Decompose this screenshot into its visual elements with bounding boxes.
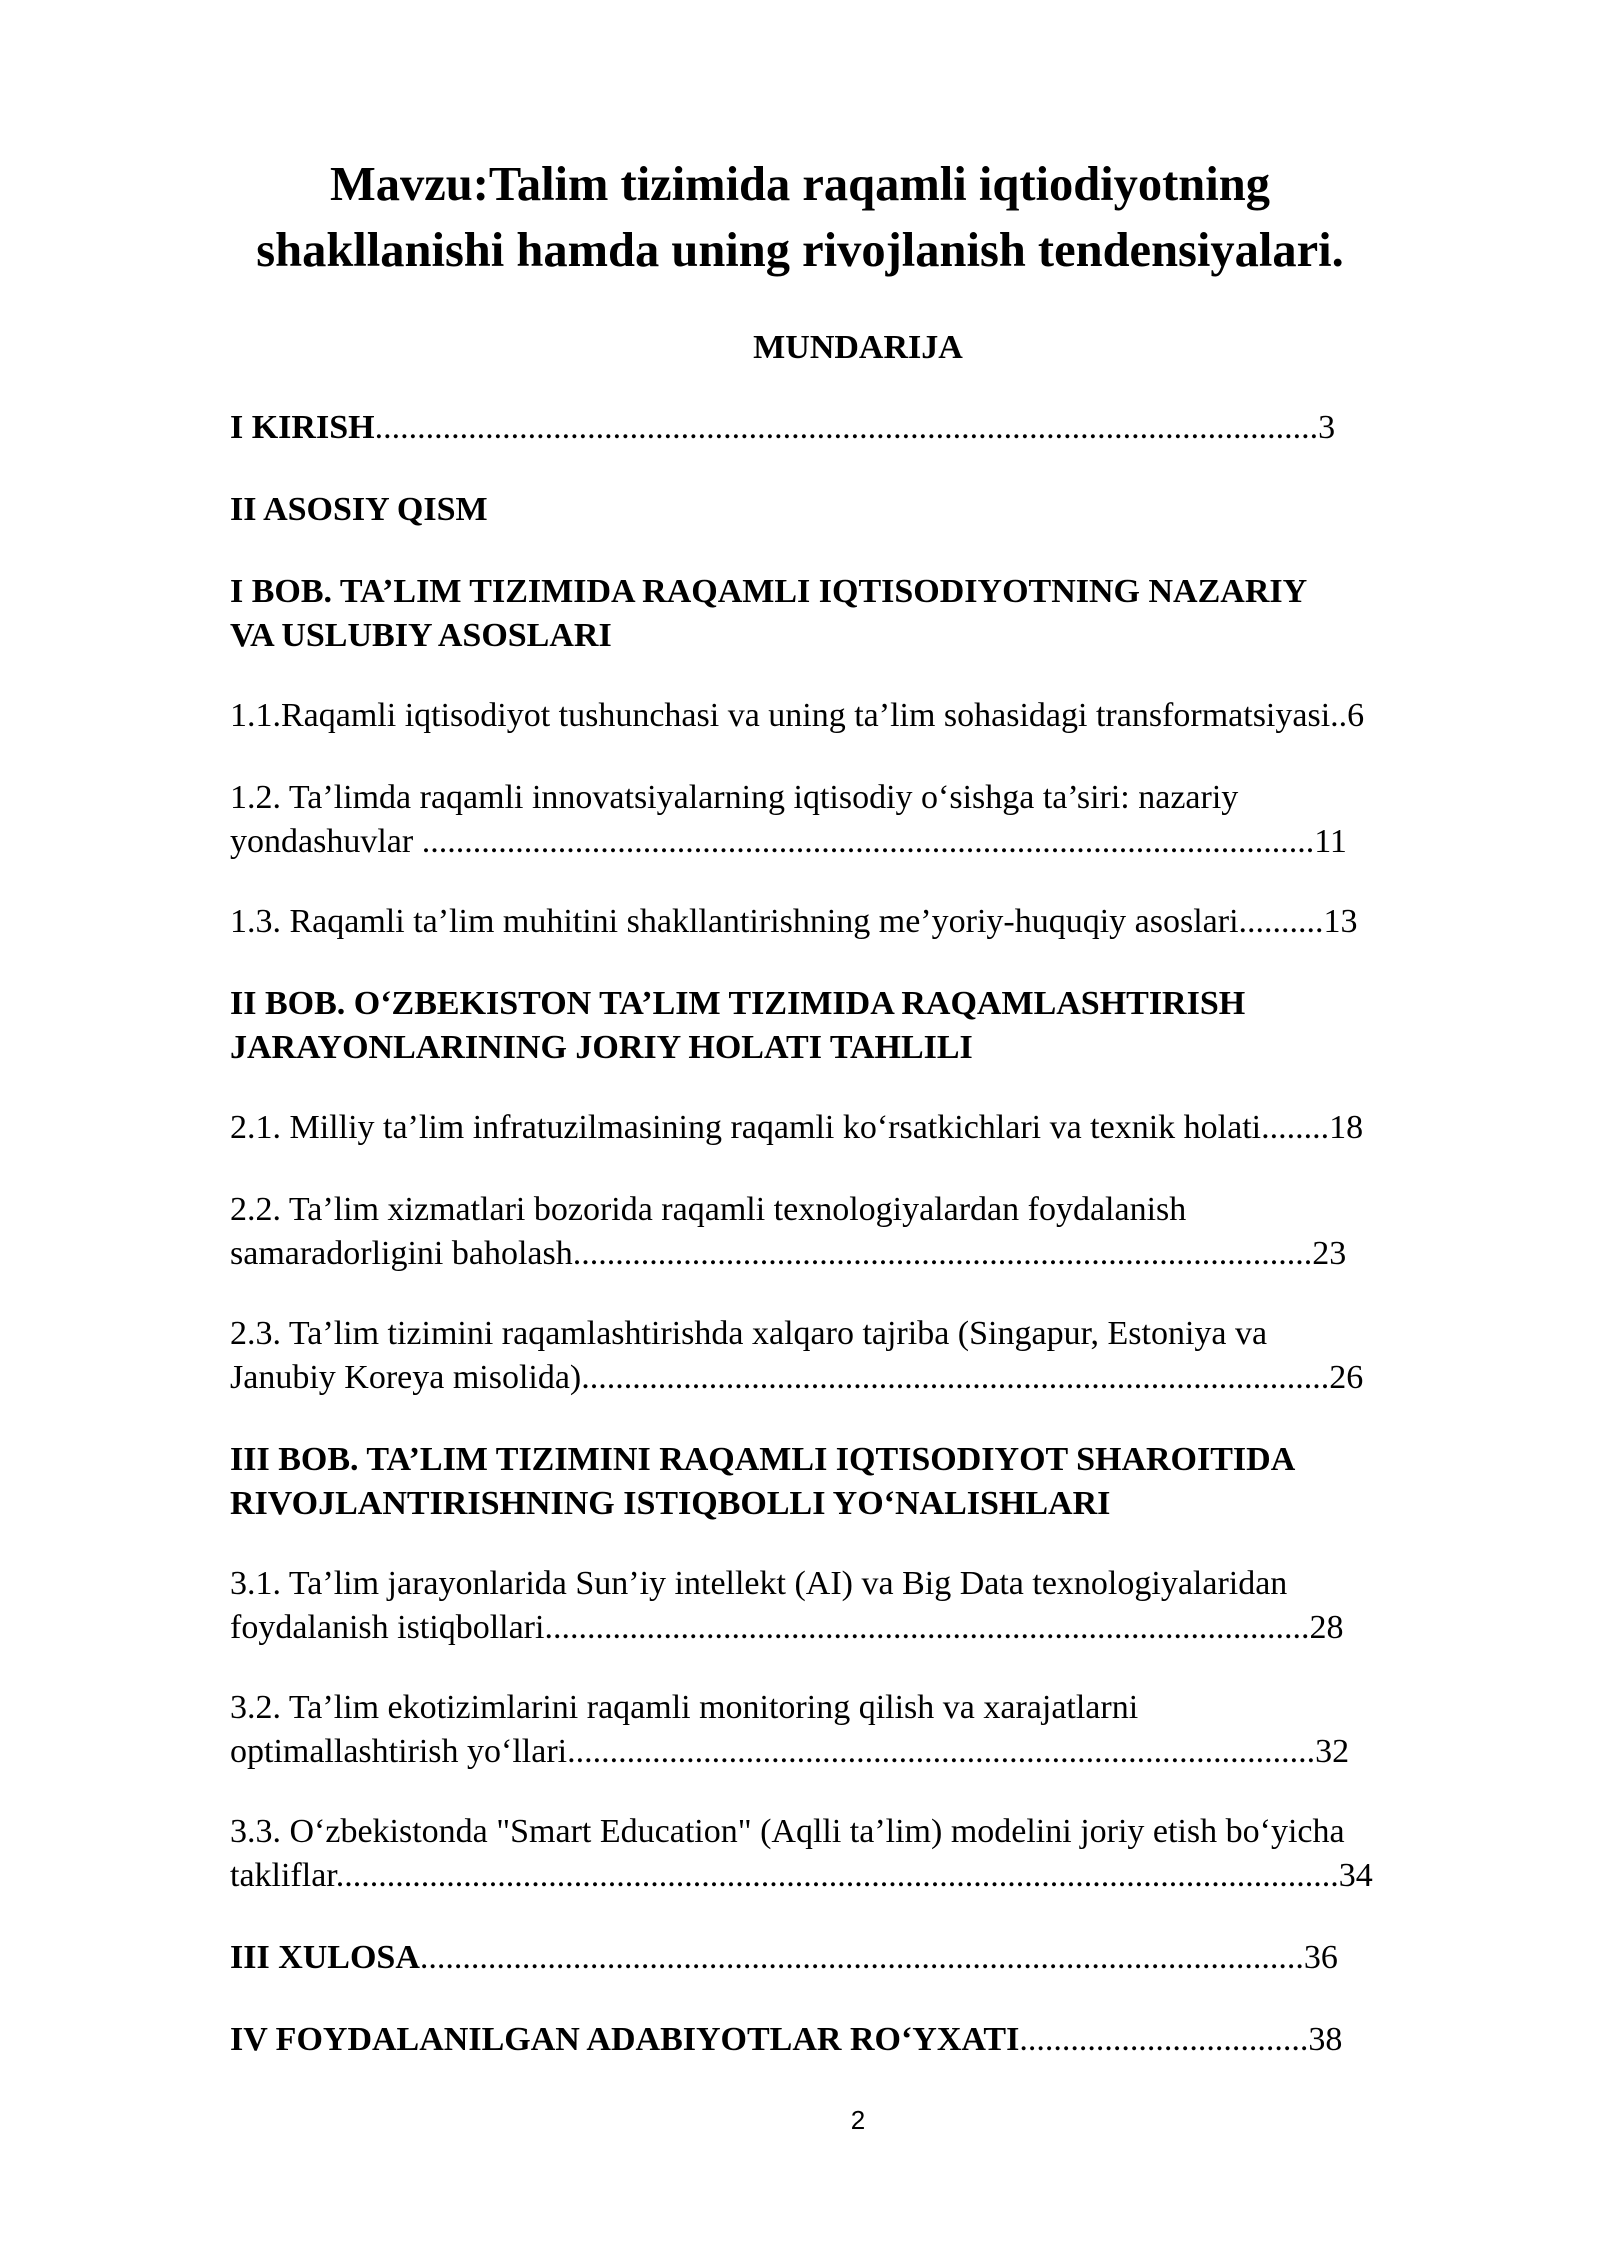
toc-entry-text: 2.2. Ta’lim xizmatlari bozorida raqamli texnologiyalardan foydalanish [230,1191,1187,1228]
toc-entry-text: 2.1. Milliy ta’lim infratuzilmasining raqamli ko‘rsatkichlari va texnik holati [230,1109,1262,1146]
title-line-2: shakllanishi hamda uning rivojlanish tendensiyalari. [256,224,1344,277]
toc-entry-text: III BOB. TA’LIM TIZIMINI RAQAMLI IQTISODIYOT SHAROITIDA [230,1441,1296,1478]
toc-entry-text: foydalanish istiqbollari [230,1609,545,1646]
toc-entry-text: samaradorligini baholash [230,1235,573,1272]
toc-chapter-1-line-1 [230,570,1307,614]
toc-entry-2-3-line-2 [230,1356,1363,1400]
toc-page-number: 18 [1329,1109,1364,1146]
toc-leader-dots: .......... [1238,903,1324,940]
toc-entry-2-2-line-2 [230,1232,1346,1276]
toc-entry-text: yondashuvlar [230,823,422,860]
toc-leader-dots: .......................................................................................... [544,1609,1310,1646]
toc-entry-text: II BOB. O‘ZBEKISTON TA’LIM TIZIMIDA RAQAMLASHTIRISH [230,985,1246,1022]
toc-entry-3-3-line-2 [230,1854,1373,1898]
toc-entry-text: RIVOJLANTIRISHNING ISTIQBOLLI YO‘NALISHLARI [230,1485,1111,1522]
toc-leader-dots: .................................. [1019,2021,1309,2058]
toc-entry-xulosa [230,1936,1338,1980]
toc-entry-kirish [230,406,1335,450]
toc-entry-text: 1.1.Raqamli iqtisodiyot tushunchasi va uning ta’lim sohasidagi transformatsiyasi.. [230,697,1348,734]
toc-entry-text: IV FOYDALANILGAN ADABIYOTLAR RO‘YXATI [230,2021,1020,2058]
toc-leader-dots: ........................................................................................ [581,1359,1330,1396]
toc-leader-dots: ......................................................................................................... [421,823,1315,860]
toc-entry-1-3 [230,900,1358,944]
toc-entry-text: 3.2. Ta’lim ekotizimlarini raqamli monitoring qilish va xarajatlarni [230,1689,1139,1726]
toc-entry-3-1-line-1 [230,1562,1287,1606]
toc-entry-1-2-line-2 [230,820,1347,864]
toc-entry-text: takliflar [230,1857,336,1894]
toc-entry-text: Janubiy Koreya misolida) [230,1359,582,1396]
toc-entry-2-2-line-1 [230,1188,1186,1232]
toc-entry-3-2-line-1 [230,1686,1138,1730]
toc-entry-3-1-line-2 [230,1606,1343,1650]
toc-leader-dots: ...................................................................................................................... [335,1857,1339,1894]
toc-page-number: 36 [1303,1939,1338,1976]
toc-leader-dots: ............................................................................................................... [374,409,1319,446]
toc-entry-text: II ASOSIY QISM [230,491,488,528]
toc-entry-adabiyotlar [230,2018,1342,2062]
toc-leader-dots: ........................................................................................................ [419,1939,1304,1976]
toc-leader-dots: ....................................................................................... [572,1235,1313,1272]
toc-entry-text: III XULOSA [230,1939,420,1976]
toc-entry-text: 3.3. O‘zbekistonda "Smart Education" (Aqlli ta’lim) modelini joriy etish bo‘yicha [230,1813,1345,1850]
toc-entry-text: optimallashtirish yo‘llari [230,1733,568,1770]
contents-heading: MUNDARIJA [753,329,963,366]
page-number: 2 [850,2105,866,2135]
toc-page-number: 6 [1347,697,1365,734]
toc-entry-text: 3.1. Ta’lim jarayonlarida Sun’iy intellekt (AI) va Big Data texnologiyalaridan [230,1565,1288,1602]
toc-entry-2-3-line-1 [230,1312,1267,1356]
toc-chapter-3-line-1 [230,1438,1295,1482]
toc-page-number: 26 [1329,1359,1364,1396]
toc-leader-dots: ........................................................................................ [567,1733,1316,1770]
toc-page-number: 13 [1323,903,1358,940]
toc-page-number: 11 [1314,823,1347,860]
toc-chapter-2-line-1 [230,982,1245,1026]
toc-entry-3-3-line-1 [230,1810,1345,1854]
toc-entry-text: JARAYONLARINING JORIY HOLATI TAHLILI [230,1029,973,1066]
toc-entry-text: VA USLUBIY ASOSLARI [230,617,612,654]
toc-page-number: 28 [1309,1609,1344,1646]
toc-section-asosiy-qism [230,488,488,532]
toc-entry-text: 1.2. Ta’limda raqamli innovatsiyalarning iqtisodiy o‘sishga ta’siri: nazariy [230,779,1239,816]
toc-page-number: 23 [1312,1235,1347,1272]
toc-leader-dots: ........ [1261,1109,1330,1146]
toc-entry-text: 2.3. Ta’lim tizimini raqamlashtirishda xalqaro tajriba (Singapur, Estoniya va [230,1315,1268,1352]
toc-entry-1-2-line-1 [230,776,1238,820]
toc-chapter-1-line-2 [230,614,612,658]
toc-entry-text: 1.3. Raqamli ta’lim muhitini shakllantirishning me’yoriy-huquqiy asoslari [230,903,1239,940]
title-line-1: Mavzu:Talim tizimida raqamli iqtiodiyotning [330,158,1270,211]
toc-chapter-3-line-2 [230,1482,1110,1526]
toc-chapter-2-line-2 [230,1026,973,1070]
toc-entry-text: I BOB. TA’LIM TIZIMIDA RAQAMLI IQTISODIYOTNING NAZARIY [230,573,1308,610]
toc-page-number: 32 [1315,1733,1350,1770]
toc-entry-text: I KIRISH [230,409,375,446]
toc-entry-2-1 [230,1106,1363,1150]
toc-page-number: 34 [1338,1857,1373,1894]
toc-page-number: 3 [1318,409,1336,446]
toc-entry-1-1 [230,694,1364,738]
toc-page-number: 38 [1308,2021,1343,2058]
toc-entry-3-2-line-2 [230,1730,1349,1774]
